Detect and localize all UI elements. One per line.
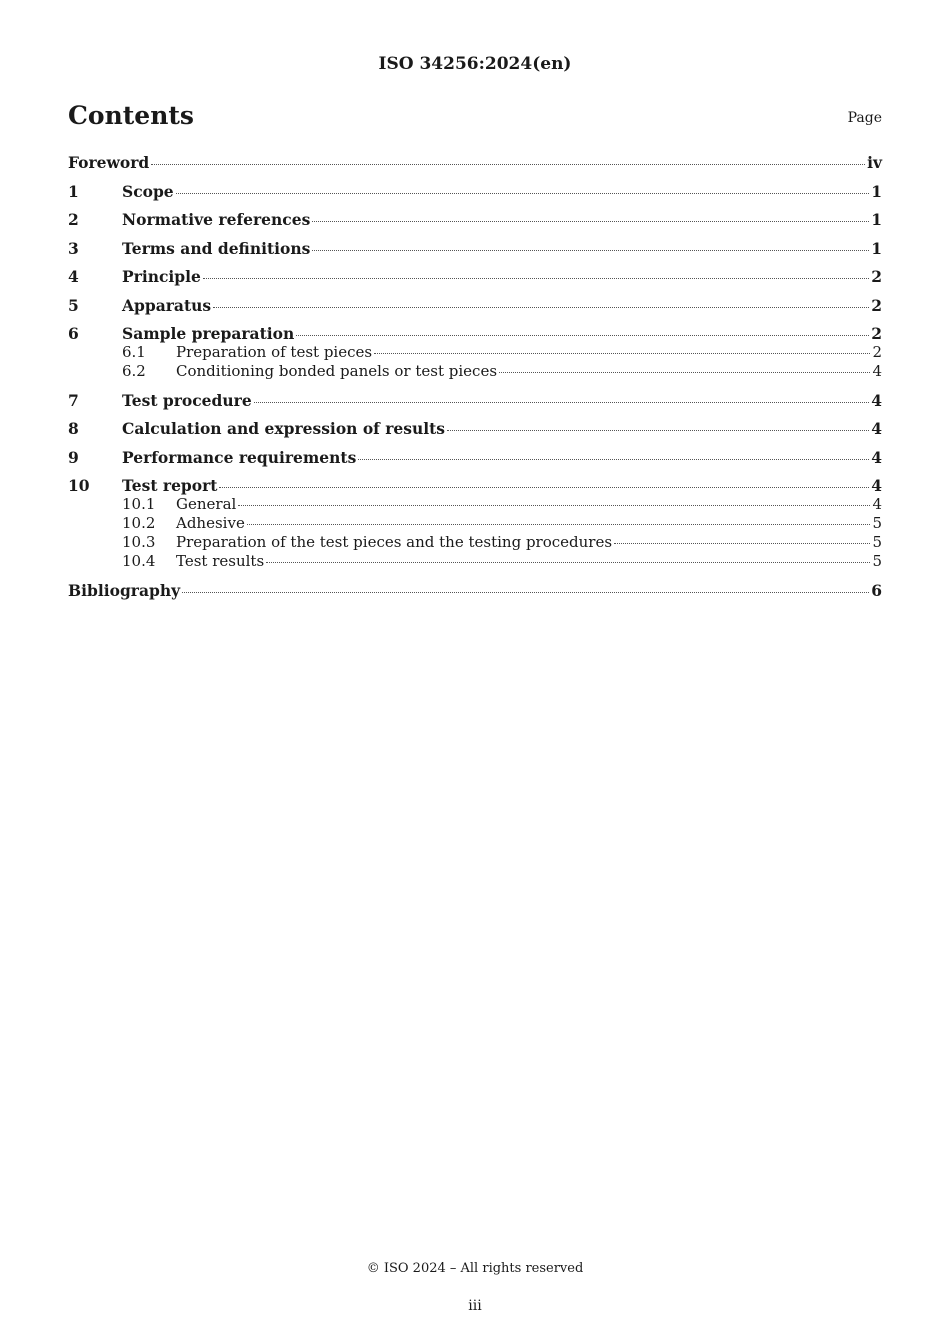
toc-entry-6-1[interactable]: [68, 343, 882, 362]
dot-leader: [238, 505, 870, 506]
toc-entry-page: 4: [871, 476, 882, 495]
toc-entry-7[interactable]: [68, 391, 882, 410]
footer-copyright: © ISO 2024 – All rights reserved: [366, 1261, 584, 1276]
toc-entry-title: Apparatus: [122, 295, 212, 315]
toc-entry-page: 1: [871, 181, 882, 201]
toc-entry-10-3[interactable]: [68, 533, 882, 552]
toc-entry-number: 5: [68, 295, 79, 315]
toc-entry-title: Adhesive: [176, 514, 245, 532]
dot-leader: [296, 335, 869, 336]
toc-entry-title: Conditioning bonded panels or test pieces: [176, 362, 498, 380]
toc-entry-10-1[interactable]: [68, 495, 882, 514]
toc-entry-number: 10.4: [122, 552, 156, 570]
toc-entry-page: 2: [872, 343, 882, 361]
dot-leader: [203, 278, 869, 279]
toc-entry-number: 10.1: [122, 495, 156, 513]
toc-entry-number: 3: [68, 238, 79, 258]
dot-leader: [358, 459, 869, 460]
toc-entry-page: 1: [871, 238, 882, 258]
toc-entry-number: 6: [68, 324, 79, 343]
toc-entry-4[interactable]: [68, 267, 882, 286]
toc-entry-number: 2: [68, 210, 79, 229]
toc-entry-page: 2: [871, 267, 882, 286]
toc-entry-title: Calculation and expression of results: [122, 419, 446, 438]
toc-entry-10[interactable]: [68, 476, 882, 495]
toc-entry-page: iv: [867, 153, 882, 172]
toc-entry-page: 2: [871, 324, 882, 343]
toc-entry-number: 1: [68, 181, 79, 201]
toc-entry-title: General: [176, 495, 237, 513]
toc-entry-title: Performance requirements: [122, 447, 357, 467]
dot-leader: [247, 524, 871, 525]
toc-entry-title: Test results: [176, 552, 265, 570]
toc-entry-10-4[interactable]: [68, 552, 882, 571]
dot-leader: [219, 487, 869, 488]
toc-entry-number: 9: [68, 447, 79, 467]
toc-entry-title: Sample preparation: [122, 324, 295, 343]
toc-entry-6[interactable]: [68, 324, 882, 343]
toc-entry-title: Preparation of the test pieces and the testing procedures: [176, 533, 613, 551]
table-of-contents: [68, 153, 882, 609]
toc-entry-page: 1: [871, 210, 882, 229]
toc-entry-title: Terms and definitions: [122, 238, 311, 258]
toc-entry-8[interactable]: [68, 419, 882, 438]
toc-entry-title: Preparation of test pieces: [176, 343, 373, 361]
toc-entry-title: Principle: [122, 267, 201, 286]
toc-entry-page: 4: [871, 390, 882, 410]
toc-entry-title: Foreword: [68, 153, 150, 172]
dot-leader: [182, 592, 869, 593]
toc-entry-page: 4: [872, 495, 882, 513]
toc-entry-number: 10: [68, 476, 90, 495]
toc-entry-page: 5: [872, 533, 882, 551]
toc-entry-number: 6.2: [122, 362, 146, 380]
toc-entry-number: 8: [68, 419, 79, 438]
dot-leader: [614, 543, 870, 544]
toc-entry-page: 4: [871, 447, 882, 467]
dot-leader: [151, 164, 865, 165]
toc-entry-title: Bibliography: [68, 580, 181, 600]
toc-entry-number: 4: [68, 267, 79, 286]
toc-entry-number: 7: [68, 390, 79, 410]
page-column-label: Page: [847, 110, 882, 126]
toc-entry-page: 5: [872, 514, 882, 532]
toc-entry-number: 10.2: [122, 514, 156, 532]
toc-entry-6-2[interactable]: [68, 362, 882, 381]
toc-entry-title: Test report: [122, 476, 218, 495]
footer-page-number: iii: [468, 1298, 482, 1314]
toc-entry-number: 6.1: [122, 343, 146, 361]
dot-leader: [254, 402, 870, 403]
toc-entry-9[interactable]: [68, 448, 882, 467]
toc-entry-page: 4: [872, 362, 882, 380]
toc-entry-title: Test procedure: [122, 390, 252, 410]
dot-leader: [266, 562, 870, 563]
toc-entry-1[interactable]: [68, 182, 882, 201]
toc-entry-10-2[interactable]: [68, 514, 882, 533]
dot-leader: [499, 372, 870, 373]
toc-entry-5[interactable]: [68, 296, 882, 315]
toc-entry-page: 4: [871, 419, 882, 438]
dot-leader: [312, 250, 869, 251]
toc-entry-number: 10.3: [122, 533, 156, 551]
document-id-header: ISO 34256:2024(en): [378, 54, 572, 74]
toc-entry-bibliography[interactable]: [68, 581, 882, 600]
dot-leader: [213, 307, 869, 308]
toc-entry-page: 6: [871, 580, 882, 600]
toc-entry-page: 5: [872, 552, 882, 570]
toc-entry-title: Scope: [122, 181, 174, 201]
dot-leader: [447, 430, 869, 431]
toc-entry-3[interactable]: [68, 239, 882, 258]
dot-leader: [176, 193, 870, 194]
dot-leader: [312, 221, 869, 222]
toc-entry-title: Normative references: [122, 210, 311, 229]
toc-entry-foreword[interactable]: [68, 153, 882, 172]
toc-entry-page: 2: [871, 295, 882, 315]
dot-leader: [374, 353, 870, 354]
contents-title: Contents: [68, 101, 195, 130]
toc-entry-2[interactable]: [68, 210, 882, 229]
